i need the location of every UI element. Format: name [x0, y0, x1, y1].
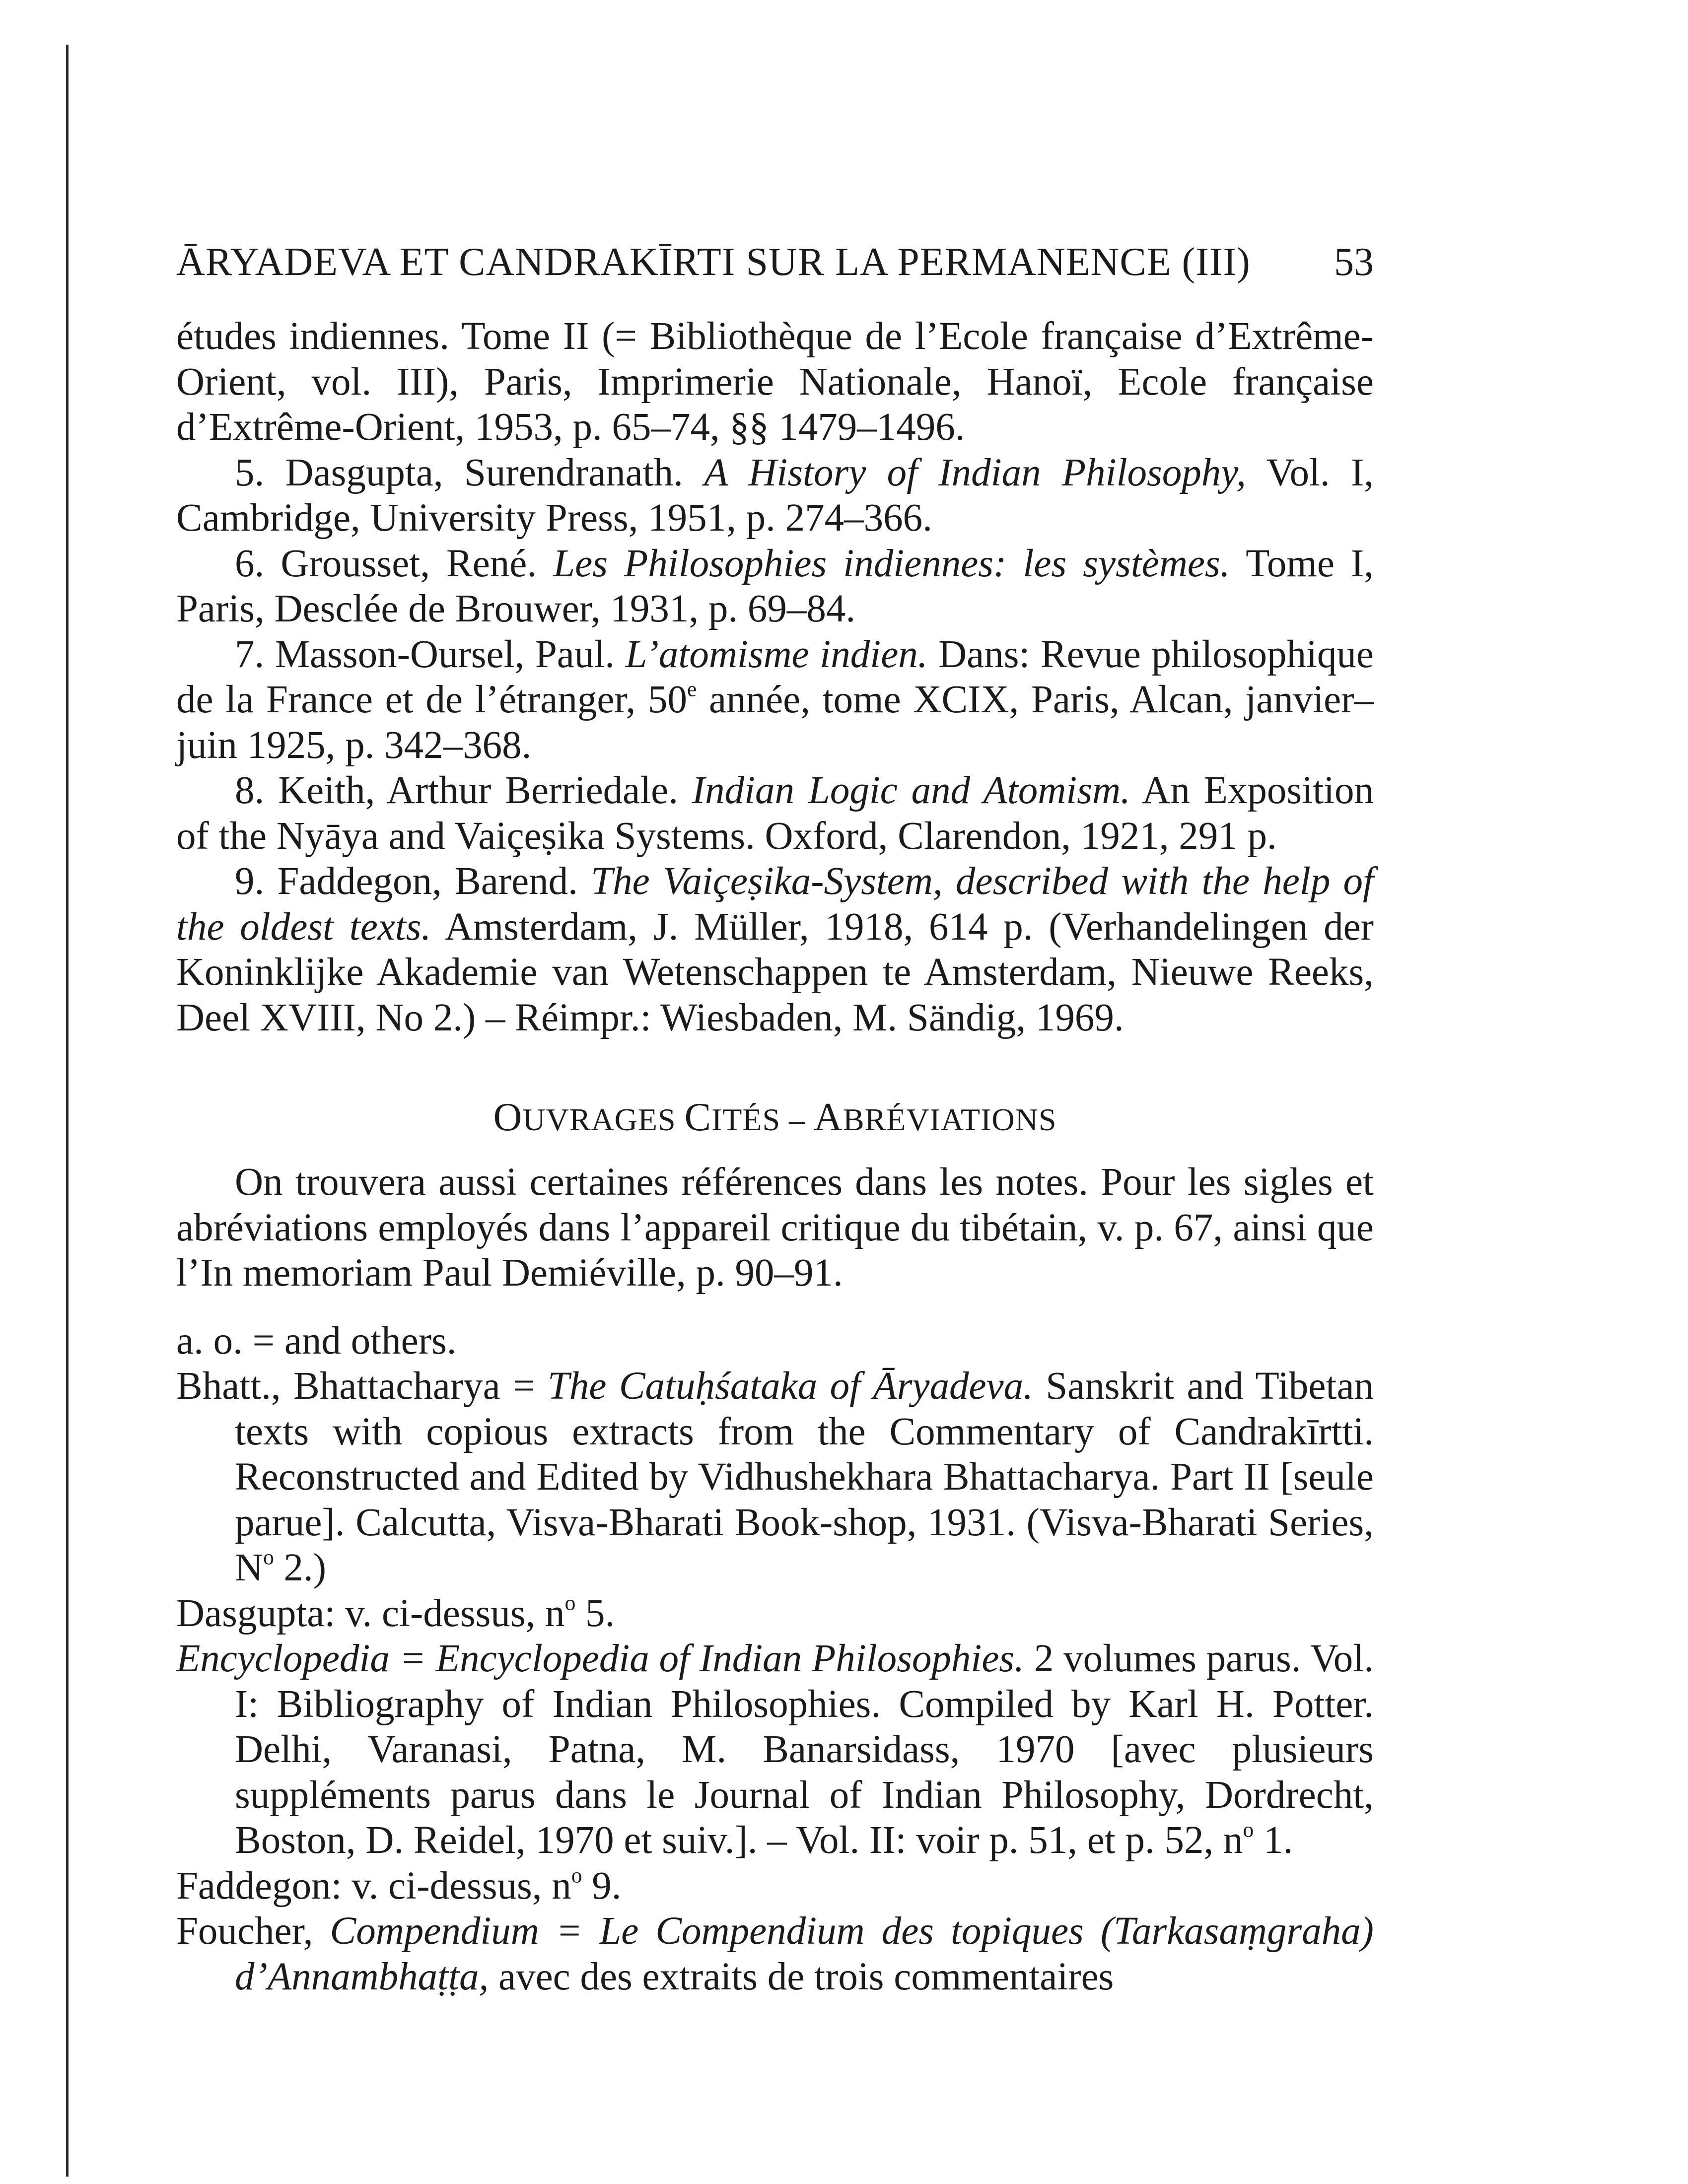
bibliography-item [176, 450, 1374, 541]
abbreviation-term-cont: 5. [585, 1591, 615, 1635]
bibliography-continuation: études indiennes. Tome II (= Bibliothèque de l’Ecole française d’Extrême-Orient, vol. III), Paris, Imprimerie Nationale, Hanoï, Ecole française d’Extrême-Orient, 1953, p. 65–74, §§ 1479–1496. [176, 315, 1374, 449]
item-details-cont: année, tome XCIX, Paris, Alcan, janvier–juin 1925, p. 342–368. [176, 678, 1374, 767]
abbreviation-details: Sanskrit and Tibetan texts with copious extracts from the Commentary of Candrakīrtti. Reconstructed and Edited by Vidhushekhara Bhattacharya. Part II [seule parue]. Calcutta, Visva-Bharati Book-shop, 1931. (Visva-Bharati Series, N [235, 1365, 1374, 1589]
item-author: Grousset, René. [281, 542, 537, 585]
abbreviation-entry [176, 1318, 1374, 1364]
item-number: 7. [235, 632, 265, 676]
abbreviation-details-cont: 1. [1263, 1819, 1293, 1862]
page-body [176, 314, 1374, 1999]
item-title: The Vaiçeṣika-System, described with the help of the oldest texts. [176, 860, 1374, 949]
abbreviation-term: Encyclopedia = Encyclopedia of Indian Philosophies. [176, 1637, 1024, 1680]
abbreviation-details: avec des extraits de trois commentaires [498, 1955, 1114, 1998]
item-title: Indian Logic and Atomism. [692, 769, 1130, 812]
abbreviation-details-cont: 2.) [283, 1546, 327, 1589]
abbreviation-term: a. o. = and others. [176, 1319, 457, 1363]
heading-smallcaps: ITÉS – [711, 1102, 814, 1137]
section-heading [176, 1092, 1374, 1145]
running-header [176, 237, 1374, 287]
bibliography-item [176, 768, 1374, 859]
item-details: Amsterdam, J. Müller, 1918, 614 p. (Verhandelingen der Koninklijke Akademie van Wetenschappen te Amsterdam, Nieuwe Reeks, Deel XVIII, No 2.) – Réimpr.: Wiesbaden, M. Sändig, 1969. [176, 905, 1374, 1039]
item-details: An Exposition of the Nyāya and Vaiçeṣika Systems. Oxford, Clarendon, 1921, 291 p. [176, 769, 1374, 858]
abbreviation-entry [176, 1591, 1374, 1637]
bibliography-item [176, 632, 1374, 768]
abbreviation-term: Dasgupta: v. ci-dessus, n [176, 1591, 565, 1635]
heading-smallcaps: UVRAGES [522, 1102, 685, 1137]
running-title: ĀRYADEVA ET CANDRAKĪRTI SUR LA PERMANENCE (III) [176, 240, 1251, 284]
item-number: 6. [235, 542, 265, 585]
abbreviation-entry [176, 1909, 1374, 1999]
abbreviation-entry [176, 1636, 1374, 1863]
item-number: 9. [235, 860, 265, 903]
abbreviation-term: Foucher, [176, 1910, 313, 1953]
bibliography-item [176, 541, 1374, 632]
page-number: 53 [1334, 240, 1374, 284]
abbreviation-term: Bhatt., Bhattacharya = [176, 1365, 535, 1408]
heading-letter: C [684, 1095, 711, 1139]
item-number: 5. [235, 451, 265, 494]
item-author: Faddegon, Barend. [277, 860, 578, 903]
item-details: Tome I, Paris, Desclée de Brouwer, 1931, p. 69–84. [176, 542, 1374, 630]
page-margin-rule [66, 45, 69, 2177]
item-details: Dans: Revue philosophique de la France et de l’étranger, 50 [176, 632, 1374, 721]
superscript: e [687, 677, 697, 701]
bibliography-item [176, 859, 1374, 1040]
abbreviation-title: Compendium = Le Compendium des topiques (Tarkasaṃgraha) d’Annambhaṭṭa, [235, 1910, 1374, 1998]
item-author: Dasgupta, Surendranath. [285, 451, 683, 494]
section-intro: On trouvera aussi certaines références dans les notes. Pour les sigles et abréviations employés dans l’appareil critique du tibétain, v. p. 67, ainsi que l’In memoriam Paul Demiéville, p. 90–91. [176, 1160, 1374, 1295]
item-title: Les Philosophies indiennes: les systèmes. [553, 542, 1230, 585]
item-details: Vol. I, Cambridge, University Press, 1951, p. 274–366. [176, 451, 1374, 540]
superscript: o [564, 1590, 576, 1615]
superscript: o [571, 1863, 582, 1887]
superscript: o [1243, 1818, 1254, 1842]
heading-smallcaps: BRÉVIATIONS [843, 1102, 1057, 1137]
abbreviation-entry [176, 1863, 1374, 1909]
item-author: Masson-Oursel, Paul. [275, 632, 615, 676]
abbreviation-term: Faddegon: v. ci-dessus, n [176, 1864, 571, 1908]
heading-letter: O [493, 1095, 523, 1139]
item-title: L’atomisme indien. [625, 632, 928, 676]
abbreviation-details: 2 volumes parus. Vol. I: Bibliography of Indian Philosophies. Compiled by Karl H. Potter. Delhi, Varanasi, Patna, M. Banarsidass, 1970 [avec plusieurs suppléments parus dans le Journal of Indian Philosophy, Dordrecht, Boston, D. Reidel, 1970 et suiv.]. – Vol. II: voir p. 51, et p. 52, n [235, 1637, 1374, 1862]
item-title: A History of Indian Philosophy, [704, 451, 1246, 494]
spacer [176, 1296, 1374, 1318]
item-number: 8. [235, 769, 265, 812]
heading-letter: A [814, 1095, 843, 1139]
abbreviation-term-cont: 9. [592, 1864, 622, 1908]
abbreviation-title: The Catuḥśataka of Āryadeva. [548, 1365, 1033, 1408]
superscript: o [263, 1545, 274, 1570]
abbreviation-entry [176, 1364, 1374, 1591]
item-author: Keith, Arthur Berriedale. [278, 769, 678, 812]
